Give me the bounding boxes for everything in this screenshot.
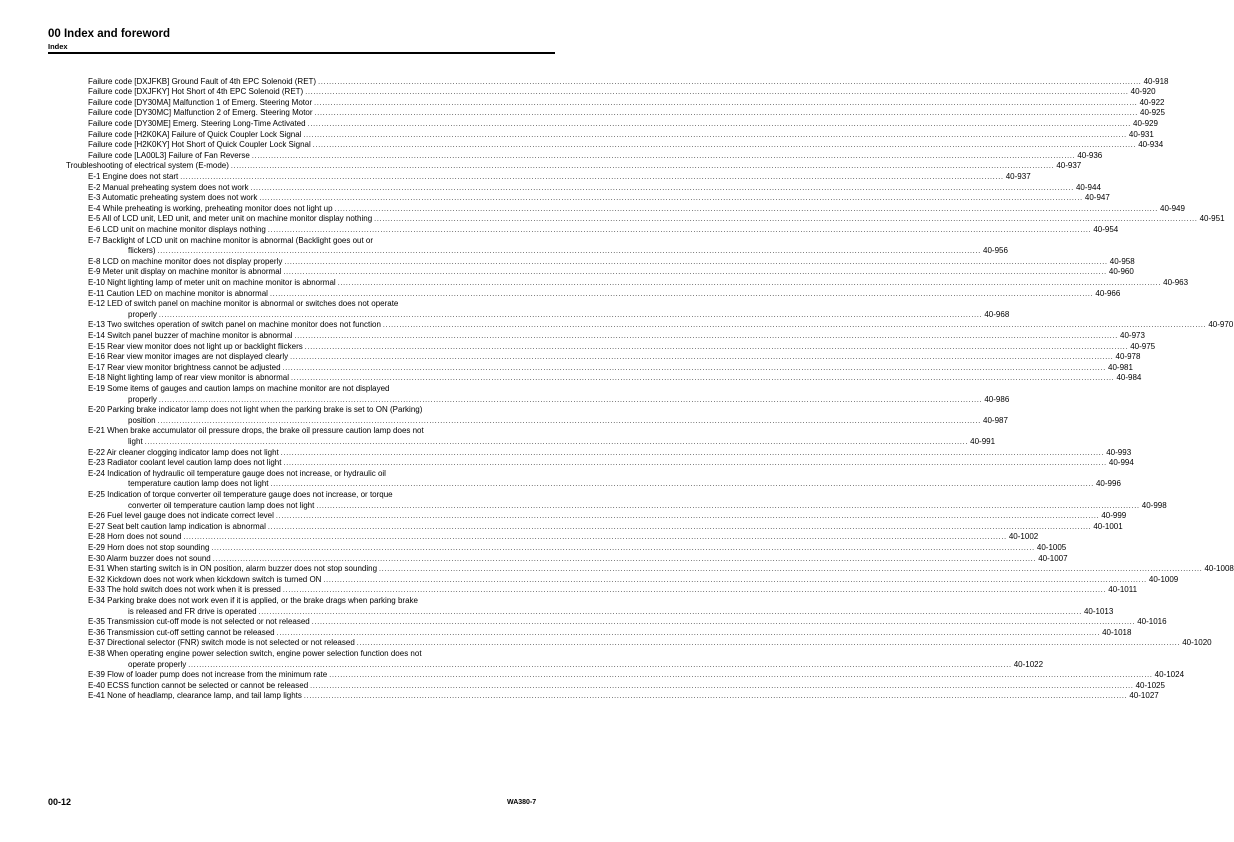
dot-leader: ............................................................................................................................................................................................................................................................................................................ bbox=[304, 343, 1129, 351]
toc-page-ref: 40-944 bbox=[1075, 182, 1101, 192]
toc-entry-title: E-3 Automatic preheating system does not work bbox=[88, 193, 258, 203]
dot-leader: ............................................................................................................................................................................................................................................................................................................ bbox=[180, 173, 1004, 181]
toc-entry-continuation bbox=[0, 246, 1008, 257]
dot-leader: ............................................................................................................................................................................................................................................................................................................ bbox=[157, 248, 982, 256]
toc-entry-title: E-29 Horn does not stop sounding bbox=[88, 542, 210, 552]
toc-page-ref: 40-937 bbox=[1005, 171, 1031, 181]
toc-entry-title: E-25 Indication of torque converter oil temperature gauge does not increase, or torque bbox=[88, 489, 393, 499]
dot-leader: ............................................................................................................................................................................................................................................................................................................ bbox=[379, 566, 1203, 574]
toc-entry-title: temperature caution lamp does not light bbox=[128, 479, 269, 489]
toc-entry-title: E-23 Radiator coolant level caution lamp does not light bbox=[88, 458, 282, 468]
toc-page-ref: 40-1016 bbox=[1137, 617, 1167, 627]
toc-entry bbox=[0, 224, 1119, 236]
toc-entry bbox=[0, 447, 1132, 459]
dot-leader: ............................................................................................................................................................................................................................................................................................................ bbox=[316, 502, 1140, 510]
dot-leader: ............................................................................................................................................................................................................................................................................................................ bbox=[282, 364, 1107, 372]
toc-page-ref: 40-1027 bbox=[1129, 691, 1159, 701]
toc-entry-title: E-2 Manual preheating system does not work bbox=[88, 182, 249, 192]
header-rule bbox=[48, 52, 555, 54]
toc-entry bbox=[0, 267, 1134, 278]
toc-page-ref: 40-929 bbox=[1133, 118, 1158, 128]
dot-leader: ............................................................................................................................................................................................................................................................................................................ bbox=[337, 279, 1162, 287]
toc-page-ref: 40-970 bbox=[1208, 320, 1234, 330]
toc-page-ref: 40-968 bbox=[984, 309, 1010, 319]
toc-page-ref: 40-918 bbox=[1143, 76, 1169, 86]
dot-leader: ............................................................................................................................................................................................................................................................................................................ bbox=[183, 534, 1007, 542]
toc-page-ref: 40-1001 bbox=[1093, 521, 1123, 531]
toc-entry-title: E-14 Switch panel buzzer of machine monitor is abnormal bbox=[88, 330, 293, 340]
toc-entry-title: E-7 Backlight of LCD unit on machine monitor is abnormal (Backlight goes out or bbox=[88, 235, 374, 245]
toc-entry-title: E-11 Caution LED on machine monitor is abnormal bbox=[88, 288, 268, 298]
section-subtitle: Index bbox=[48, 42, 68, 51]
dot-leader: ............................................................................................................................................................................................................................................................................................................ bbox=[294, 332, 1118, 340]
toc-page-ref: 40-978 bbox=[1115, 352, 1141, 362]
toc-entry-title: E-22 Air cleaner clogging indicator lamp does not light bbox=[88, 447, 279, 457]
dot-leader: ............................................................................................................................................................................................................................................................................................................ bbox=[267, 523, 1092, 531]
toc-entry-title: Failure code [H2K0KA] Failure of Quick Coupler Lock Signal bbox=[88, 129, 302, 139]
toc-page-ref: 40-925 bbox=[1140, 108, 1165, 118]
toc-entry-title: Failure code [DY30MC] Malfunction 2 of Emerg. Steering Motor bbox=[88, 108, 313, 118]
dot-leader: ............................................................................................................................................................................................................................................................................................................ bbox=[282, 587, 1107, 595]
dot-leader: ............................................................................................................................................................................................................................................................................................................ bbox=[275, 513, 1100, 521]
toc-entry bbox=[0, 129, 1154, 141]
dot-leader: ............................................................................................................................................................................................................................................................................................................ bbox=[290, 375, 1115, 383]
toc-entry-title: Failure code [DY30ME] Emerg. Steering Long-Time Activated bbox=[88, 118, 306, 128]
toc-entry-title: E-26 Fuel level gauge does not indicate correct level bbox=[88, 511, 274, 521]
toc-page-ref: 40-949 bbox=[1160, 203, 1185, 213]
dot-leader: ............................................................................................................................................................................................................................................................................................................ bbox=[212, 555, 1037, 563]
toc-page-ref: 40-960 bbox=[1108, 267, 1134, 277]
toc-entry-title: E-6 LCD unit on machine monitor displays nothing bbox=[88, 224, 266, 234]
toc-page-ref: 40-920 bbox=[1130, 87, 1156, 97]
toc-entry-title: E-18 Night lighting lamp of rear view monitor is abnormal bbox=[88, 373, 289, 383]
toc-entry bbox=[0, 373, 1142, 384]
dot-leader: ............................................................................................................................................................................................................................................................................................................ bbox=[323, 576, 1147, 584]
dot-leader: ............................................................................................................................................................................................................................................................................................................ bbox=[188, 661, 1012, 669]
toc-entry bbox=[0, 161, 1082, 172]
dot-leader: ............................................................................................................................................................................................................................................................................................................ bbox=[310, 682, 1134, 690]
toc-entry-title: E-12 LED of switch panel on machine monitor is abnormal or switches does not operate bbox=[88, 299, 399, 309]
toc-entry bbox=[0, 490, 596, 501]
toc-page-ref: 40-1025 bbox=[1135, 680, 1165, 690]
toc-entry bbox=[0, 362, 1133, 374]
toc-entry bbox=[0, 691, 1159, 702]
toc-entry-title: E-19 Some items of gauges and caution lamps on machine monitor are not displayed bbox=[88, 383, 390, 393]
toc-entry-title: Failure code [LA00L3] Failure of Fan Reverse bbox=[88, 150, 250, 160]
toc-entry-title: E-20 Parking brake indicator lamp does not light when the parking brake is set to ON (Parking) bbox=[88, 405, 423, 415]
toc-entry bbox=[0, 193, 1110, 204]
page-number: 00-12 bbox=[48, 797, 72, 807]
toc-entry-title: E-1 Engine does not start bbox=[88, 171, 179, 181]
toc-entry bbox=[0, 320, 1234, 331]
dot-leader: ............................................................................................................................................................................................................................................................................................................ bbox=[158, 396, 983, 404]
model-number: WA380-7 bbox=[507, 799, 537, 806]
toc-page-ref: 40-956 bbox=[983, 246, 1008, 256]
toc-page-ref: 40-1022 bbox=[1013, 659, 1044, 669]
toc-page-ref: 40-954 bbox=[1093, 224, 1119, 234]
dot-leader: ............................................................................................................................................................................................................................................................................................................ bbox=[374, 216, 1198, 224]
dot-leader: ............................................................................................................................................................................................................................................................................................................ bbox=[290, 354, 1114, 362]
toc-entry bbox=[0, 236, 596, 247]
toc-entry-title: E-31 When starting switch is in ON position, alarm buzzer does not stop sounding bbox=[88, 564, 378, 574]
toc-entry bbox=[0, 182, 1101, 194]
toc-entry-title: E-17 Rear view monitor brightness cannot be adjusted bbox=[88, 362, 281, 372]
toc-page-ref: 40-936 bbox=[1077, 150, 1103, 160]
toc-entry bbox=[0, 511, 1127, 522]
toc-entry-title: E-24 Indication of hydraulic oil temperature gauge does not increase, or hydraulic oil bbox=[88, 468, 386, 478]
toc-page-ref: 40-931 bbox=[1128, 129, 1154, 139]
toc-entry-title: operate properly bbox=[128, 659, 187, 669]
dot-leader: ............................................................................................................................................................................................................................................................................................................ bbox=[283, 460, 1107, 468]
toc-page-ref: 40-987 bbox=[983, 415, 1008, 425]
toc-page-ref: 40-1002 bbox=[1008, 532, 1039, 542]
toc-page-ref: 40-973 bbox=[1120, 330, 1145, 340]
toc-entry-title: E-37 Directional selector (FNR) switch mode is not selected or not released bbox=[88, 638, 355, 648]
toc-page-ref: 40-991 bbox=[970, 436, 996, 446]
toc-page-ref: 40-963 bbox=[1163, 277, 1189, 287]
dot-leader: ............................................................................................................................................................................................................................................................................................................ bbox=[314, 110, 1138, 118]
toc-entry-continuation bbox=[0, 415, 1008, 427]
toc-entry-title: E-35 Transmission cut-off mode is not selected or not released bbox=[88, 617, 310, 627]
toc-page-ref: 40-1018 bbox=[1102, 627, 1132, 637]
toc-entry-title: E-9 Meter unit display on machine monitor is abnormal bbox=[88, 267, 282, 277]
toc-page-ref: 40-1011 bbox=[1108, 585, 1138, 595]
toc-entry-title: Failure code [DXJFKB] Ground Fault of 4th EPC Solenoid (RET) bbox=[88, 76, 317, 86]
toc-entry-continuation bbox=[0, 500, 1167, 512]
dot-leader: ............................................................................................................................................................................................................................................................................................................ bbox=[284, 258, 1108, 266]
toc-entry bbox=[0, 352, 1141, 363]
toc-entry-title: E-36 Transmission cut-off setting cannot be released bbox=[88, 627, 275, 637]
toc-entry-title: E-28 Horn does not sound bbox=[88, 532, 182, 542]
dot-leader: ............................................................................................................................................................................................................................................................................................................ bbox=[267, 226, 1092, 234]
toc-page-ref: 40-986 bbox=[984, 394, 1010, 404]
toc-entry bbox=[0, 564, 1234, 575]
toc-entry bbox=[0, 458, 1134, 469]
toc-entry-title: E-10 Night lighting lamp of meter unit on machine monitor is abnormal bbox=[88, 277, 336, 287]
dot-leader: ............................................................................................................................................................................................................................................................................................................ bbox=[259, 195, 1083, 203]
toc-entry bbox=[0, 118, 1158, 130]
toc-entry bbox=[0, 171, 1031, 183]
toc-entry bbox=[0, 649, 596, 660]
toc-entry-title: E-16 Rear view monitor images are not displayed clearly bbox=[88, 352, 289, 362]
toc-entry-continuation bbox=[0, 309, 1010, 321]
toc-entry-title: converter oil temperature caution lamp does not light bbox=[128, 500, 315, 510]
toc-entry-title: light bbox=[128, 436, 143, 446]
toc-entry-title: E-40 ECSS function cannot be selected or cannot be released bbox=[88, 680, 309, 690]
toc-entry bbox=[0, 426, 596, 437]
toc-entry bbox=[0, 288, 1121, 300]
toc-entry bbox=[0, 680, 1165, 692]
section-title: 00 Index and foreword bbox=[48, 28, 171, 40]
toc-entry-title: Failure code [DY30MA] Malfunction 1 of Emerg. Steering Motor bbox=[88, 97, 313, 107]
toc-page-ref: 40-937 bbox=[1056, 161, 1082, 171]
toc-page-ref: 40-996 bbox=[1095, 479, 1121, 489]
toc-entry bbox=[0, 108, 1165, 119]
toc-entry-title: properly bbox=[128, 394, 157, 404]
toc-entry bbox=[0, 97, 1165, 109]
toc-entry-title: Troubleshooting of electrical system (E-mode) bbox=[66, 161, 229, 171]
toc-entry-title: E-8 LCD on machine monitor does not display properly bbox=[88, 256, 283, 266]
toc-entry bbox=[0, 87, 1156, 98]
toc-page-ref: 40-998 bbox=[1141, 500, 1167, 510]
toc-page-ref: 40-1024 bbox=[1154, 670, 1185, 680]
dot-leader: ............................................................................................................................................................................................................................................................................................................ bbox=[230, 163, 1055, 171]
dot-leader: ............................................................................................................................................................................................................................................................................................................ bbox=[307, 120, 1132, 128]
dot-leader: ............................................................................................................................................................................................................................................................................................................ bbox=[158, 311, 983, 319]
dot-leader: ............................................................................................................................................................................................................................................................................................................ bbox=[329, 672, 1153, 680]
dot-leader: ............................................................................................................................................................................................................................................................................................................ bbox=[303, 131, 1127, 139]
toc-page-ref: 40-947 bbox=[1084, 193, 1110, 203]
toc-entry-title: E-13 Two switches operation of switch panel on machine monitor does not function bbox=[88, 320, 381, 330]
dot-leader: ............................................................................................................................................................................................................................................................................................................ bbox=[283, 269, 1107, 277]
toc-entry-continuation bbox=[0, 659, 1044, 671]
toc-entry-title: E-15 Rear view monitor does not light up or backlight flickers bbox=[88, 341, 303, 351]
toc-page-ref: 40-922 bbox=[1139, 97, 1165, 107]
toc-entry-title: E-5 All of LCD unit, LED unit, and meter unit on machine monitor display nothing bbox=[88, 214, 373, 224]
toc-page-ref: 40-951 bbox=[1199, 214, 1225, 224]
dot-leader: ............................................................................................................................................................................................................................................................................................................ bbox=[250, 184, 1074, 192]
dot-leader: ............................................................................................................................................................................................................................................................................................................ bbox=[144, 438, 969, 446]
toc-page-ref: 40-1008 bbox=[1204, 564, 1234, 574]
dot-leader: ............................................................................................................................................................................................................................................................................................................ bbox=[258, 608, 1082, 616]
toc-entry bbox=[0, 617, 1167, 628]
toc-entry-continuation bbox=[0, 436, 996, 448]
toc-page-ref: 40-934 bbox=[1138, 140, 1164, 150]
dot-leader: ............................................................................................................................................................................................................................................................................................................ bbox=[318, 78, 1142, 86]
toc-entry bbox=[0, 553, 1068, 565]
dot-leader: ............................................................................................................................................................................................................................................................................................................ bbox=[270, 481, 1094, 489]
toc-page-ref: 40-984 bbox=[1116, 373, 1142, 383]
toc-entry bbox=[0, 405, 596, 416]
toc-entry bbox=[0, 277, 1189, 289]
toc-entry bbox=[0, 574, 1179, 586]
toc-entry bbox=[0, 203, 1185, 215]
dot-leader: ............................................................................................................................................................................................................................................................................................................ bbox=[314, 99, 1138, 107]
toc-entry bbox=[0, 330, 1145, 342]
toc-entry-title: E-21 When brake accumulator oil pressure drops, the brake oil pressure caution lamp does not bbox=[88, 426, 424, 436]
toc-page-ref: 40-1013 bbox=[1083, 606, 1114, 616]
dot-leader: ............................................................................................................................................................................................................................................................................................................ bbox=[303, 693, 1128, 701]
toc-entry-title: E-39 Flow of loader pump does not increase from the minimum rate bbox=[88, 670, 328, 680]
toc-entry bbox=[0, 585, 1138, 596]
toc-entry bbox=[0, 638, 1212, 649]
toc-page-ref: 40-1007 bbox=[1038, 553, 1068, 563]
toc-entry-title: E-30 Alarm buzzer does not sound bbox=[88, 553, 211, 563]
toc-entry bbox=[0, 596, 596, 607]
toc-entry-title: flickers) bbox=[128, 246, 156, 256]
toc-entry bbox=[0, 140, 1164, 151]
toc-entry bbox=[0, 150, 1103, 162]
toc-entry bbox=[0, 341, 1156, 353]
toc-entry-title: E-32 Kickdown does not work when kickdown switch is turned ON bbox=[88, 574, 322, 584]
toc-entry bbox=[0, 76, 1169, 88]
dot-leader: ............................................................................................................................................................................................................................................................................................................ bbox=[211, 544, 1035, 552]
toc-entry bbox=[0, 627, 1132, 639]
toc-entry-title: Failure code [DXJFKY] Hot Short of 4th EPC Solenoid (RET) bbox=[88, 87, 304, 97]
toc-entry bbox=[0, 670, 1185, 681]
toc-entry bbox=[0, 299, 596, 310]
toc-page-ref: 40-958 bbox=[1109, 256, 1135, 266]
dot-leader: ............................................................................................................................................................................................................................................................................................................ bbox=[311, 619, 1136, 627]
toc-entry bbox=[0, 214, 1225, 225]
toc-entry-title: properly bbox=[128, 309, 157, 319]
dot-leader: ............................................................................................................................................................................................................................................................................................................ bbox=[280, 449, 1105, 457]
toc-entry-title: is released and FR drive is operated bbox=[128, 606, 257, 616]
toc-entry bbox=[0, 532, 1039, 543]
toc-entry bbox=[0, 469, 596, 480]
toc-page-ref: 40-999 bbox=[1101, 511, 1127, 521]
dot-leader: ............................................................................................................................................................................................................................................................................................................ bbox=[276, 629, 1101, 637]
toc-entry-title: E-33 The hold switch does not work when it is pressed bbox=[88, 585, 281, 595]
dot-leader: ............................................................................................................................................................................................................................................................................................................ bbox=[305, 89, 1129, 97]
toc-entry bbox=[0, 384, 596, 395]
toc-page-ref: 40-994 bbox=[1108, 458, 1134, 468]
dot-leader: ............................................................................................................................................................................................................................................................................................................ bbox=[269, 290, 1094, 298]
toc-page-ref: 40-981 bbox=[1108, 362, 1133, 372]
dot-leader: ............................................................................................................................................................................................................................................................................................................ bbox=[356, 640, 1181, 648]
toc-entry-continuation bbox=[0, 394, 1010, 406]
dot-leader: ............................................................................................................................................................................................................................................................................................................ bbox=[251, 152, 1076, 160]
toc-entry-title: Failure code [H2K0KY] Hot Short of Quick Coupler Lock Signal bbox=[88, 140, 311, 150]
toc-entry bbox=[0, 521, 1123, 533]
toc-entry-continuation bbox=[0, 606, 1114, 618]
dot-leader: ............................................................................................................................................................................................................................................................................................................ bbox=[157, 417, 982, 425]
toc-page-ref: 40-975 bbox=[1130, 341, 1156, 351]
toc-entry-continuation bbox=[0, 479, 1121, 490]
toc-entry-title: E-4 While preheating is working, preheating monitor does not light up bbox=[88, 203, 333, 213]
toc-entry-title: E-41 None of headlamp, clearance lamp, and tail lamp lights bbox=[88, 691, 302, 701]
toc-entry-title: E-34 Parking brake does not work even if it is applied, or the brake drags when parking brake bbox=[88, 595, 418, 605]
toc-page-ref: 40-1020 bbox=[1182, 638, 1212, 648]
toc-entry-title: position bbox=[128, 415, 156, 425]
toc-page-ref: 40-993 bbox=[1106, 447, 1132, 457]
dot-leader: ............................................................................................................................................................................................................................................................................................................ bbox=[312, 142, 1137, 150]
dot-leader: ............................................................................................................................................................................................................................................................................................................ bbox=[334, 205, 1159, 213]
toc-entry bbox=[0, 256, 1135, 268]
toc-page-ref: 40-1005 bbox=[1036, 542, 1067, 552]
toc-entry-title: E-27 Seat belt caution lamp indication is abnormal bbox=[88, 521, 266, 531]
toc-page-ref: 40-966 bbox=[1095, 288, 1121, 298]
toc-entry bbox=[0, 542, 1067, 554]
dot-leader: ............................................................................................................................................................................................................................................................................................................ bbox=[382, 322, 1207, 330]
toc-entry-title: E-38 When operating engine power selection switch, engine power selection function does not bbox=[88, 648, 422, 658]
toc-page-ref: 40-1009 bbox=[1148, 574, 1179, 584]
